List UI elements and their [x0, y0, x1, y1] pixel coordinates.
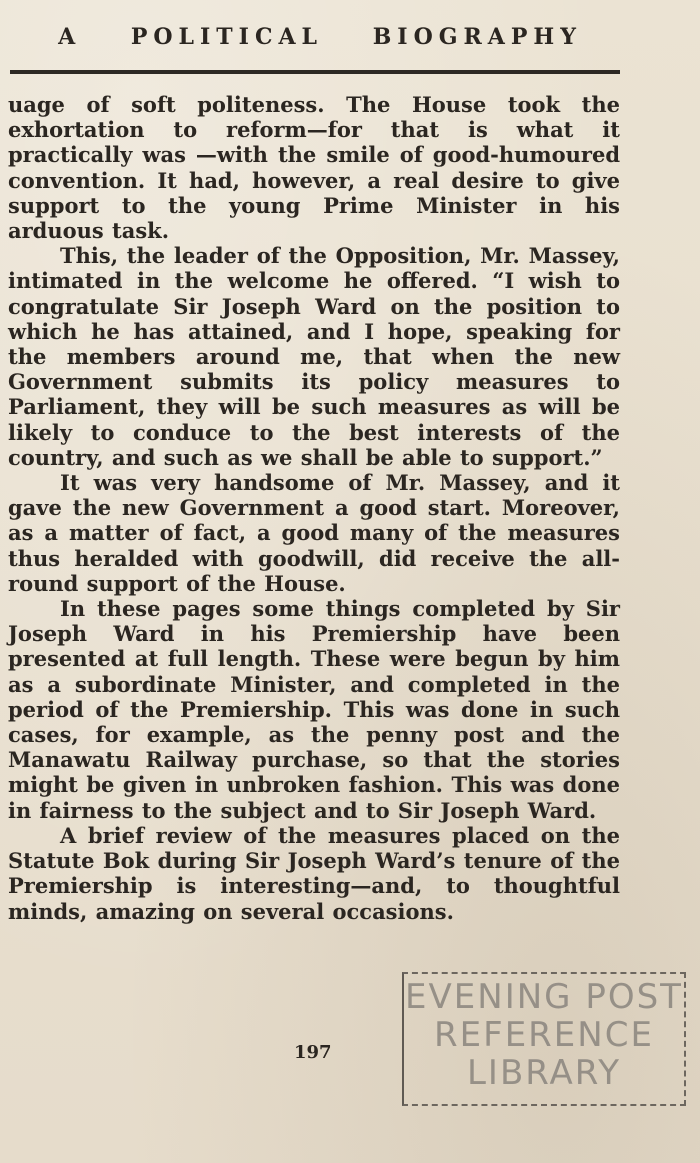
header-word-a: A [58, 24, 82, 50]
stamp-line-1: EVENING POST [405, 977, 683, 1017]
header-word-biography: BIOGRAPHY [372, 24, 582, 50]
paragraph-4: In these pages some things completed by Sir Joseph Ward in his Premiership have been presented at full length. These were begun by him as a subordinate Minister, and completed in the period of the Premiership. This was done in such cases, for example, as the penny post and the Manawatu Railway purchase, so that the stories might be given in unbroken fashion. This was done in fairness to the subject and to Sir Joseph Ward. [8, 596, 620, 823]
paragraph-5: A brief review of the measures placed on the Statute Bok during Sir Joseph Ward’s tenure of the Premiership is interesting—and, to thoughtful minds, amazing on several occasions. [8, 822, 620, 924]
header-word-political: POLITICAL [130, 24, 324, 50]
paragraph-3: It was very handsome of Mr. Massey, and it gave the new Government a good start. Moreover, as a matter of fact, a good many of the measures thus heralded with goodwill, did receive the all-round support of the House. [8, 470, 620, 596]
stamp-line-3: LIBRARY [466, 1053, 622, 1093]
header-rule [10, 70, 620, 74]
stamp-line-2: REFERENCE [434, 1015, 654, 1055]
paragraph-1: uage of soft politeness. The House took the exhortation to reform—for that is what it practically was —with the smile of good-humoured convention. It had, however, a real desire to give support to the young Prime Minister in his arduous task. [8, 92, 620, 244]
library-stamp [402, 972, 686, 1106]
paragraph-2: This, the leader of the Opposition, Mr. Massey, intimated in the welcome he offered. “I wish to congratulate Sir Joseph Ward on the position to which he has attained, and I hope, speaking for the members around me, that when the new Government submits its policy measures to Parliament, they will be such measures as will be likely to conduce to the best interests of the country, and such as we shall be able to support.” [8, 243, 620, 470]
page-number: 197 [294, 1042, 332, 1063]
running-header [0, 24, 640, 50]
body-text [8, 92, 620, 924]
